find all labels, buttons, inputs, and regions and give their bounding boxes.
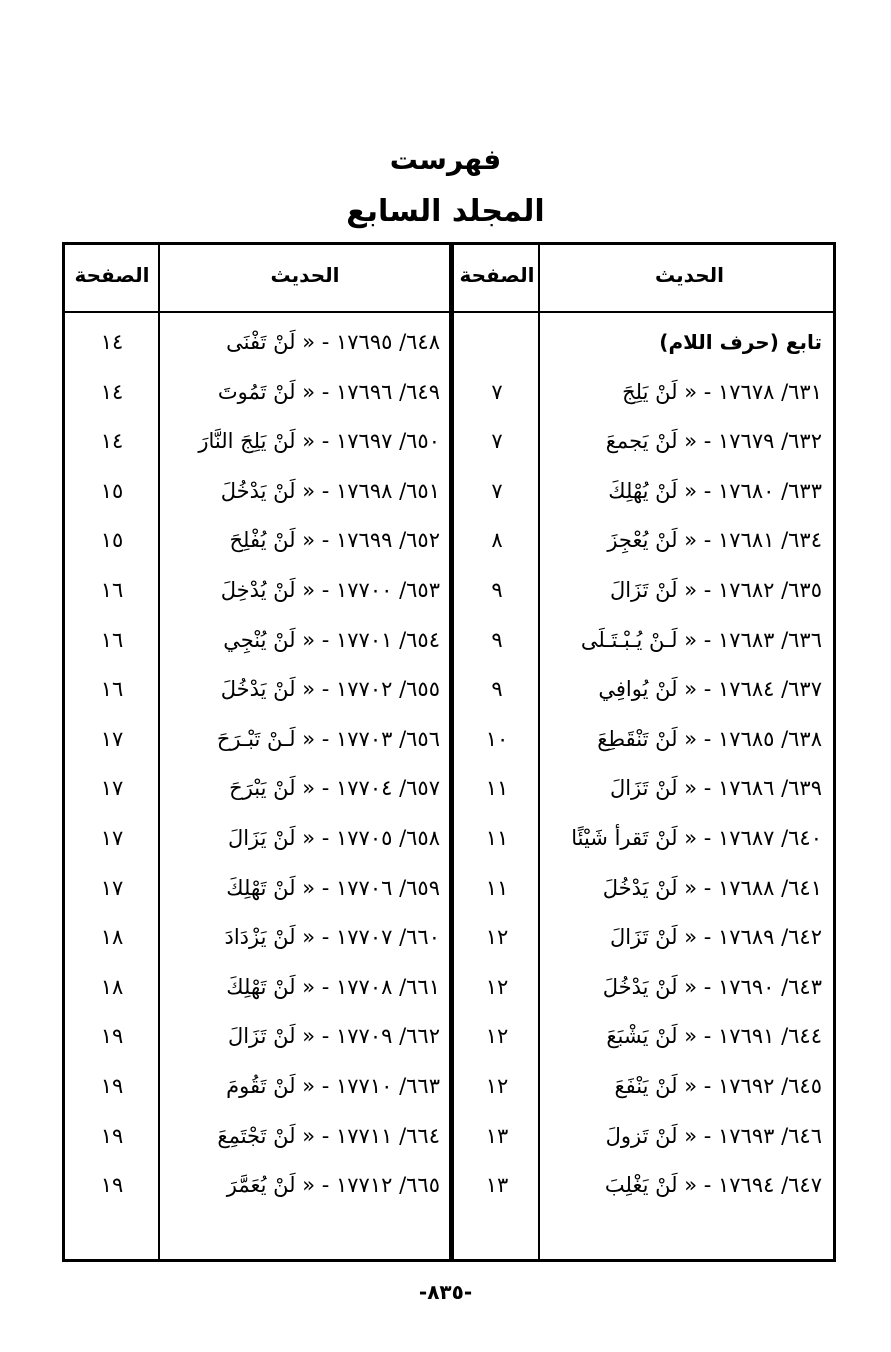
hadith-entry: ٦٥٥/ ١٧٧٠٢ - « لَنْ يَدْخُلَ <box>220 677 440 701</box>
hadith-entry: ٦٥٢/ ١٧٦٩٩ - « لَنْ يُفْلِحَ <box>229 528 440 552</box>
hadith-entry: ٦٣١/ ١٧٦٧٨ - « لَنْ يَلِجَ <box>622 380 822 404</box>
page-reference: ٩ <box>491 628 503 652</box>
page-reference: ١٢ <box>485 1074 509 1098</box>
column-divider-center <box>449 245 454 1259</box>
hadith-entry: ٦٤٠/ ١٧٦٨٧ - « لَنْ تَقرأ شَيْئًا <box>571 826 822 850</box>
hadith-entry: ٦٦٢/ ١٧٧٠٩ - « لَنْ تَزَالَ <box>227 1024 440 1048</box>
hadith-entry: ٦٣٧/ ١٧٦٨٤ - « لَنْ يُوافِي <box>598 677 822 701</box>
page-reference: ١٣ <box>485 1173 509 1197</box>
page-reference: ١٥ <box>100 479 124 503</box>
hadith-entry: ٦٥٣/ ١٧٧٠٠ - « لَنْ يُدْخِلَ <box>220 578 440 602</box>
hadith-entry: ٦٤٢/ ١٧٦٨٩ - « لَنْ تَزَالَ <box>609 925 822 949</box>
column-divider <box>538 245 540 1259</box>
page-reference: ١٩ <box>100 1074 124 1098</box>
section-subheading: تابع (حرف اللام) <box>659 330 822 354</box>
hadith-entry: ٦٣٨/ ١٧٦٨٥ - « لَنْ تَنْقَطِعَ <box>597 727 822 751</box>
page-reference: ١١ <box>485 776 509 800</box>
header-hadith-right: الحديث <box>654 263 724 287</box>
page-reference: ١٧ <box>100 876 124 900</box>
header-divider <box>65 311 833 313</box>
hadith-entry: ٦٥٦/ ١٧٧٠٣ - « لَـنْ تَبْـرَحَ <box>216 727 440 751</box>
hadith-entry: ٦٣٢/ ١٧٦٧٩ - « لَنْ يَجمعَ <box>605 429 822 453</box>
page-reference: ١٣ <box>485 1124 509 1148</box>
page-reference: ١٤ <box>100 429 124 453</box>
page-reference: ١٠ <box>485 727 509 751</box>
hadith-entry: ٦٤٣/ ١٧٦٩٠ - « لَنْ يَدْخُلَ <box>602 975 822 999</box>
hadith-entry: ٦٥٩/ ١٧٧٠٦ - « لَنْ تَهْلِكَ <box>226 876 440 900</box>
page-reference: ١١ <box>485 826 509 850</box>
hadith-entry: ٦٥٨/ ١٧٧٠٥ - « لَنْ يَزَالَ <box>227 826 440 850</box>
page-reference: ٧ <box>491 429 503 453</box>
hadith-entry: ٦٣٥/ ١٧٦٨٢ - « لَنْ تَزَالَ <box>609 578 822 602</box>
hadith-entry: ٦٤٥/ ١٧٦٩٢ - « لَنْ يَنْفَعَ <box>614 1074 822 1098</box>
hadith-entry: ٦٤٩/ ١٧٦٩٦ - « لَنْ تَمُوتَ <box>217 380 440 404</box>
hadith-entry: ٦٣٣/ ١٧٦٨٠ - « لَنْ يُهْلِكَ <box>608 479 822 503</box>
page-reference: ١٤ <box>100 330 124 354</box>
hadith-entry: ٦٣٩/ ١٧٦٨٦ - « لَنْ تَزَالَ <box>609 776 822 800</box>
page-reference: ١٧ <box>100 776 124 800</box>
hadith-entry: ٦٦٥/ ١٧٧١٢ - « لَنْ يُعَمَّرَ <box>226 1173 440 1197</box>
page-reference: ١١ <box>485 876 509 900</box>
volume-subtitle: المجلد السابع <box>346 194 545 229</box>
hadith-entry: ٦٤٨/ ١٧٦٩٥ - « لَنْ تَفْنَى <box>226 330 440 354</box>
page-reference: ١٧ <box>100 826 124 850</box>
page-reference: ١٨ <box>100 975 124 999</box>
hadith-entry: ٦٤٦/ ١٧٦٩٣ - « لَنْ تَزولَ <box>605 1124 822 1148</box>
page-reference: ١٤ <box>100 380 124 404</box>
hadith-entry: ٦٣٤/ ١٧٦٨١ - « لَنْ يُعْجِزَ <box>607 528 822 552</box>
header-page-right: الصفحة <box>459 263 535 287</box>
hadith-entry: ٦٦٣/ ١٧٧١٠ - « لَنْ تَقُومَ <box>226 1074 440 1098</box>
hadith-entry: ٦٤٧/ ١٧٦٩٤ - « لَنْ يَغْلِبَ <box>604 1173 822 1197</box>
page-reference: ٧ <box>491 380 503 404</box>
page-reference: ١٥ <box>100 528 124 552</box>
page-reference: ٩ <box>491 578 503 602</box>
header-page-left: الصفحة <box>74 263 150 287</box>
page-reference: ١٢ <box>485 975 509 999</box>
hadith-entry: ٦٥٠/ ١٧٦٩٧ - « لَنْ يَلِجَ النَّارَ <box>198 429 440 453</box>
page-reference: ١٩ <box>100 1024 124 1048</box>
page-reference: ٨ <box>491 528 503 552</box>
index-table <box>62 242 836 1262</box>
header-hadith-left: الحديث <box>270 263 340 287</box>
page-reference: ١٦ <box>100 628 124 652</box>
hadith-entry: ٦٦١/ ١٧٧٠٨ - « لَنْ تَهْلِكَ <box>226 975 440 999</box>
page-reference: ١٢ <box>485 925 509 949</box>
hadith-entry: ٦٦٤/ ١٧٧١١ - « لَنْ تَجْتَمِعَ <box>217 1124 440 1148</box>
page-reference: ١٨ <box>100 925 124 949</box>
hadith-entry: ٦٥٤/ ١٧٧٠١ - « لَنْ يُنْجِي <box>223 628 440 652</box>
page-reference: ١٩ <box>100 1173 124 1197</box>
page-reference: ٩ <box>491 677 503 701</box>
page-reference: ١٧ <box>100 727 124 751</box>
page-number: -٨٣٥- <box>418 1280 473 1304</box>
hadith-entry: ٦٦٠/ ١٧٧٠٧ - « لَنْ يَزْدَادَ <box>224 925 440 949</box>
hadith-entry: ٦٤١/ ١٧٦٨٨ - « لَنْ يَدْخُلَ <box>602 876 822 900</box>
page-reference: ١٦ <box>100 677 124 701</box>
page-title: فهرست <box>389 143 502 176</box>
hadith-entry: ٦٤٤/ ١٧٦٩١ - « لَنْ يَشْبَعَ <box>606 1024 822 1048</box>
page-reference: ٧ <box>491 479 503 503</box>
page-reference: ١٩ <box>100 1124 124 1148</box>
column-divider <box>158 245 160 1259</box>
hadith-entry: ٦٣٦/ ١٧٦٨٣ - « لَـنْ يُـبْـتَـلَى <box>580 628 822 652</box>
hadith-entry: ٦٥٧/ ١٧٧٠٤ - « لَنْ يَبْرَحَ <box>229 776 440 800</box>
page-reference: ١٦ <box>100 578 124 602</box>
hadith-entry: ٦٥١/ ١٧٦٩٨ - « لَنْ يَدْخُلَ <box>220 479 440 503</box>
page-reference: ١٢ <box>485 1024 509 1048</box>
